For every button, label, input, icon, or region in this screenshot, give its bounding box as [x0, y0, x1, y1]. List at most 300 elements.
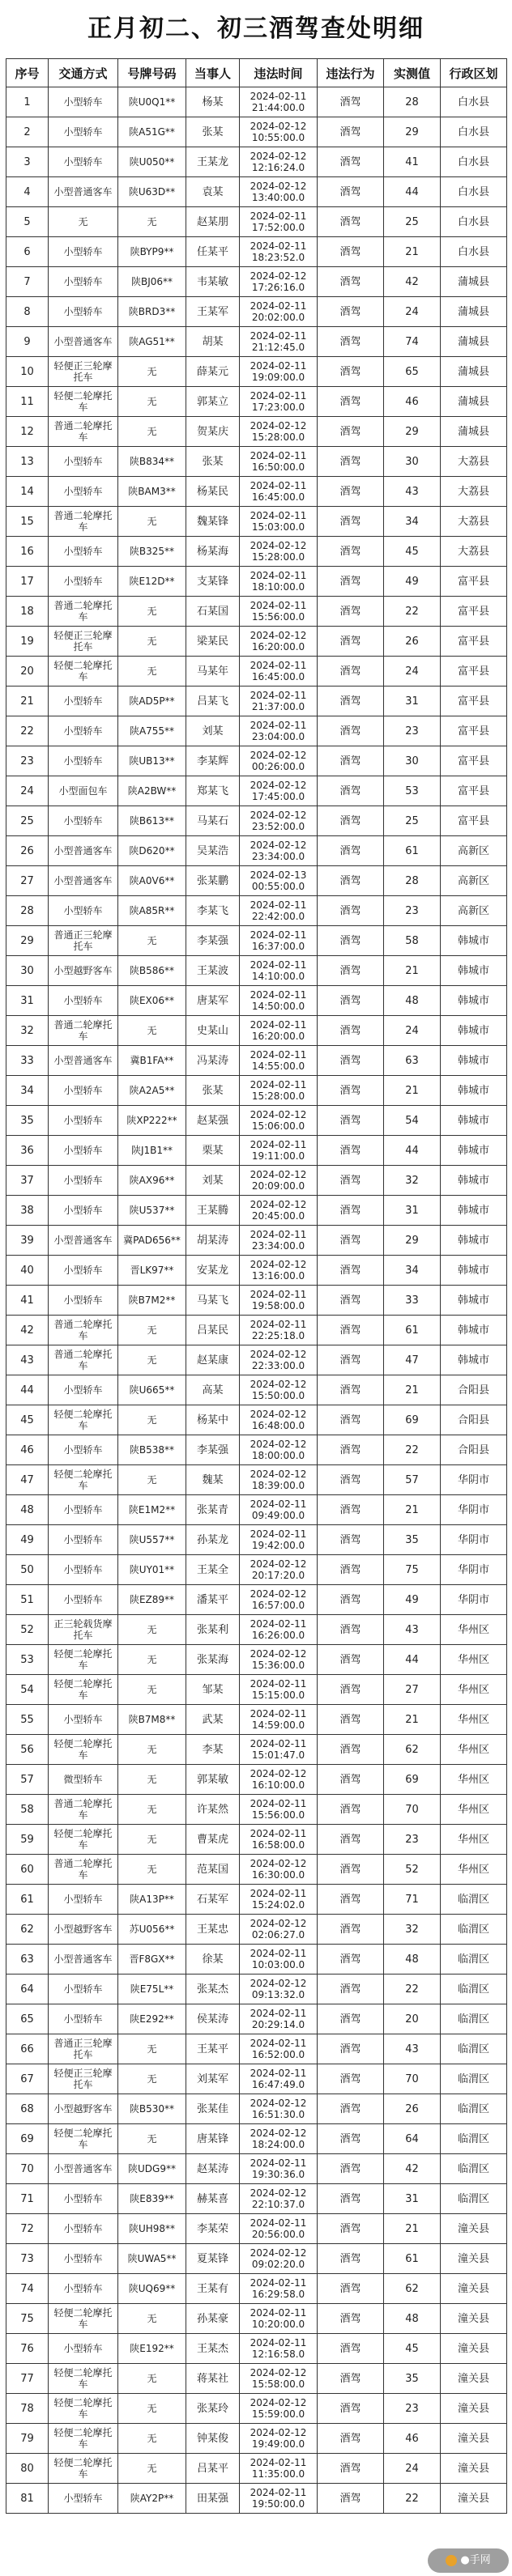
- table-row: [6, 357, 507, 387]
- cell-district: 华州区: [441, 1855, 507, 1885]
- table-row: [6, 1166, 507, 1196]
- cell-party: 张某鹏: [186, 866, 240, 896]
- cell-time: 2024-02-12 15:28:00.0: [240, 417, 318, 447]
- cell-vehicle-type: 普通二轮摩托车: [49, 1016, 118, 1046]
- cell-plate: 陕E75L**: [118, 1975, 186, 2004]
- table-row: [6, 327, 507, 357]
- cell-index: 5: [6, 207, 49, 237]
- cell-plate: 陕A85R**: [118, 896, 186, 926]
- cell-measured: 48: [384, 2304, 441, 2334]
- cell-district: 潼关县: [441, 2244, 507, 2274]
- cell-plate: 无: [118, 2124, 186, 2154]
- cell-plate: 陕A51G**: [118, 117, 186, 147]
- cell-time: 2024-02-12 20:17:20.0: [240, 1555, 318, 1585]
- table-row: [6, 1345, 507, 1375]
- cell-party: 徐某: [186, 1945, 240, 1975]
- cell-party: 李某强: [186, 926, 240, 956]
- cell-party: 郭某敏: [186, 1765, 240, 1795]
- cell-vehicle-type: 小型普通客车: [49, 1046, 118, 1076]
- cell-index: 58: [6, 1795, 49, 1825]
- cell-district: 韩城市: [441, 1076, 507, 1106]
- cell-plate: 陕B530**: [118, 2094, 186, 2124]
- cell-vehicle-type: 小型轿车: [49, 477, 118, 507]
- cell-district: 华阴市: [441, 1585, 507, 1615]
- cell-measured: 26: [384, 627, 441, 657]
- table-row: [6, 2184, 507, 2214]
- cell-party: 赵某涛: [186, 2154, 240, 2184]
- cell-violation: 酒驾: [318, 956, 384, 986]
- cell-time: 2024-02-11 16:45:00.0: [240, 657, 318, 687]
- cell-district: 潼关县: [441, 2394, 507, 2424]
- cell-violation: 酒驾: [318, 806, 384, 836]
- cell-district: 华阴市: [441, 1525, 507, 1555]
- cell-district: 蒲城县: [441, 297, 507, 327]
- cell-violation: 酒驾: [318, 1316, 384, 1345]
- cell-party: 夏某锋: [186, 2244, 240, 2274]
- cell-party: 王某军: [186, 297, 240, 327]
- cell-plate: 无: [118, 507, 186, 537]
- cell-party: 赵某康: [186, 1345, 240, 1375]
- header-plate: 号牌号码: [118, 59, 186, 87]
- cell-violation: 酒驾: [318, 866, 384, 896]
- cell-plate: 陕B325**: [118, 537, 186, 567]
- cell-party: 王某杰: [186, 2334, 240, 2364]
- cell-violation: 酒驾: [318, 567, 384, 597]
- cell-party: 吕某平: [186, 2454, 240, 2484]
- cell-time: 2024-02-11 15:24:02.0: [240, 1885, 318, 1915]
- cell-time: 2024-02-12 16:30:00.0: [240, 1855, 318, 1885]
- cell-index: 19: [6, 627, 49, 657]
- cell-violation: 酒驾: [318, 836, 384, 866]
- cell-plate: 无: [118, 1465, 186, 1495]
- cell-plate: 陕E839**: [118, 2184, 186, 2214]
- cell-time: 2024-02-11 12:16:58.0: [240, 2334, 318, 2364]
- cell-index: 26: [6, 836, 49, 866]
- cell-plate: 陕A2BW**: [118, 776, 186, 806]
- cell-plate: 陕B834**: [118, 447, 186, 477]
- table-row: [6, 2334, 507, 2364]
- cell-district: 白水县: [441, 117, 507, 147]
- cell-measured: 69: [384, 1405, 441, 1435]
- cell-district: 临渭区: [441, 2034, 507, 2064]
- cell-vehicle-type: 轻便二轮摩托车: [49, 1465, 118, 1495]
- cell-vehicle-type: 小型轿车: [49, 1256, 118, 1286]
- cell-violation: 酒驾: [318, 2184, 384, 2214]
- cell-measured: 43: [384, 2034, 441, 2064]
- cell-violation: 酒驾: [318, 327, 384, 357]
- cell-vehicle-type: 小型轿车: [49, 87, 118, 117]
- cell-district: 韩城市: [441, 1196, 507, 1226]
- cell-district: 白水县: [441, 207, 507, 237]
- cell-index: 24: [6, 776, 49, 806]
- cell-index: 80: [6, 2454, 49, 2484]
- cell-violation: 酒驾: [318, 267, 384, 297]
- cell-vehicle-type: 小型轿车: [49, 447, 118, 477]
- cell-time: 2024-02-12 16:51:30.0: [240, 2094, 318, 2124]
- table-row: [6, 1016, 507, 1046]
- cell-party: 胡某: [186, 327, 240, 357]
- cell-time: 2024-02-11 15:03:00.0: [240, 507, 318, 537]
- cell-district: 蒲城县: [441, 387, 507, 417]
- cell-time: 2024-02-11 21:37:00.0: [240, 687, 318, 716]
- cell-vehicle-type: 小型轿车: [49, 746, 118, 776]
- cell-plate: 无: [118, 1316, 186, 1345]
- cell-violation: 酒驾: [318, 1555, 384, 1585]
- cell-time: 2024-02-12 18:39:00.0: [240, 1465, 318, 1495]
- table-row: [6, 1765, 507, 1795]
- cell-violation: 酒驾: [318, 1735, 384, 1765]
- cell-measured: 21: [384, 2214, 441, 2244]
- table-row: [6, 1675, 507, 1705]
- cell-party: 高某: [186, 1375, 240, 1405]
- table-row: [6, 2454, 507, 2484]
- cell-party: 张某: [186, 1076, 240, 1106]
- cell-measured: 70: [384, 2064, 441, 2094]
- cell-district: 韩城市: [441, 956, 507, 986]
- cell-violation: 酒驾: [318, 1885, 384, 1915]
- cell-party: 张某利: [186, 1615, 240, 1645]
- cell-plate: 无: [118, 926, 186, 956]
- cell-index: 48: [6, 1495, 49, 1525]
- cell-vehicle-type: 轻便二轮摩托车: [49, 2454, 118, 2484]
- table-row: [6, 926, 507, 956]
- cell-violation: 酒驾: [318, 687, 384, 716]
- cell-party: 杨某: [186, 87, 240, 117]
- cell-index: 55: [6, 1705, 49, 1735]
- cell-measured: 34: [384, 1256, 441, 1286]
- cell-vehicle-type: 小型轿车: [49, 2214, 118, 2244]
- cell-index: 30: [6, 956, 49, 986]
- cell-index: 22: [6, 716, 49, 746]
- cell-violation: 酒驾: [318, 1855, 384, 1885]
- cell-plate: 无: [118, 207, 186, 237]
- cell-district: 临渭区: [441, 2094, 507, 2124]
- cell-index: 35: [6, 1106, 49, 1136]
- cell-measured: 24: [384, 1016, 441, 1046]
- cell-measured: 28: [384, 866, 441, 896]
- cell-party: 曹某虎: [186, 1825, 240, 1855]
- cell-district: 临渭区: [441, 1975, 507, 2004]
- cell-district: 华阴市: [441, 1555, 507, 1585]
- logo-icon: [446, 2555, 457, 2566]
- cell-measured: 64: [384, 2124, 441, 2154]
- cell-time: 2024-02-11 16:45:00.0: [240, 477, 318, 507]
- cell-district: 富平县: [441, 657, 507, 687]
- cell-district: 大荔县: [441, 537, 507, 567]
- cell-vehicle-type: 小型面包车: [49, 776, 118, 806]
- cell-violation: 酒驾: [318, 1226, 384, 1256]
- cell-plate: 无: [118, 2394, 186, 2424]
- cell-measured: 27: [384, 1675, 441, 1705]
- cell-party: 邹某: [186, 1675, 240, 1705]
- table-row: [6, 1825, 507, 1855]
- cell-measured: 61: [384, 836, 441, 866]
- cell-time: 2024-02-13 00:55:00.0: [240, 866, 318, 896]
- header-measured: 实测值: [384, 59, 441, 87]
- cell-violation: 酒驾: [318, 1465, 384, 1495]
- cell-vehicle-type: 小型轿车: [49, 537, 118, 567]
- cell-party: 张某海: [186, 1645, 240, 1675]
- table-row: [6, 1525, 507, 1555]
- cell-measured: 21: [384, 1375, 441, 1405]
- cell-measured: 54: [384, 1106, 441, 1136]
- cell-measured: 26: [384, 2094, 441, 2124]
- cell-vehicle-type: 小型轿车: [49, 237, 118, 267]
- cell-plate: 陕U537**: [118, 1196, 186, 1226]
- cell-vehicle-type: 小型越野客车: [49, 956, 118, 986]
- cell-violation: 酒驾: [318, 2274, 384, 2304]
- cell-measured: 48: [384, 1945, 441, 1975]
- cell-party: 钟某俊: [186, 2424, 240, 2454]
- cell-violation: 酒驾: [318, 657, 384, 687]
- table-row: [6, 1226, 507, 1256]
- cell-district: 富平县: [441, 716, 507, 746]
- cell-plate: 陕B613**: [118, 806, 186, 836]
- cell-plate: 陕BJ06**: [118, 267, 186, 297]
- cell-index: 56: [6, 1735, 49, 1765]
- cell-district: 大荔县: [441, 447, 507, 477]
- cell-time: 2024-02-12 15:59:00.0: [240, 2394, 318, 2424]
- table-row: [6, 147, 507, 177]
- cell-vehicle-type: 小型轿车: [49, 2274, 118, 2304]
- cell-plate: 陕B586**: [118, 956, 186, 986]
- cell-district: 韩城市: [441, 1316, 507, 1345]
- cell-vehicle-type: 小型轿车: [49, 117, 118, 147]
- cell-time: 2024-02-11 17:23:00.0: [240, 387, 318, 417]
- cell-index: 50: [6, 1555, 49, 1585]
- table-row: [6, 896, 507, 926]
- cell-measured: 43: [384, 1615, 441, 1645]
- cell-district: 白水县: [441, 177, 507, 207]
- cell-violation: 酒驾: [318, 537, 384, 567]
- cell-party: 潘某平: [186, 1585, 240, 1615]
- cell-time: 2024-02-12 02:06:27.0: [240, 1915, 318, 1945]
- cell-time: 2024-02-12 18:00:00.0: [240, 1435, 318, 1465]
- cell-vehicle-type: 正三轮载货摩托车: [49, 1615, 118, 1645]
- cell-index: 63: [6, 1945, 49, 1975]
- cell-plate: 晋F8GX**: [118, 1945, 186, 1975]
- cell-violation: 酒驾: [318, 716, 384, 746]
- cell-plate: 无: [118, 1675, 186, 1705]
- cell-party: 吴某浩: [186, 836, 240, 866]
- cell-measured: 62: [384, 1735, 441, 1765]
- cell-violation: 酒驾: [318, 1136, 384, 1166]
- cell-plate: 无: [118, 1795, 186, 1825]
- cell-measured: 70: [384, 1795, 441, 1825]
- cell-measured: 52: [384, 1855, 441, 1885]
- cell-index: 33: [6, 1046, 49, 1076]
- cell-vehicle-type: 小型轿车: [49, 716, 118, 746]
- cell-vehicle-type: 轻便正三轮摩托车: [49, 2064, 118, 2094]
- cell-plate: 陕BRD3**: [118, 297, 186, 327]
- table-row: [6, 2364, 507, 2394]
- cell-index: 51: [6, 1585, 49, 1615]
- cell-party: 赵某强: [186, 1106, 240, 1136]
- cell-party: 王某波: [186, 956, 240, 986]
- cell-index: 78: [6, 2394, 49, 2424]
- cell-district: 韩城市: [441, 1345, 507, 1375]
- table-row: [6, 87, 507, 117]
- cell-measured: 46: [384, 2424, 441, 2454]
- cell-plate: 陕EX06**: [118, 986, 186, 1016]
- cell-index: 28: [6, 896, 49, 926]
- table-row: [6, 1855, 507, 1885]
- cell-index: 61: [6, 1885, 49, 1915]
- watermark-text: ●手网: [460, 2554, 491, 2566]
- cell-party: 孙某豪: [186, 2304, 240, 2334]
- cell-district: 富平县: [441, 627, 507, 657]
- cell-time: 2024-02-11 16:26:00.0: [240, 1615, 318, 1645]
- table-row: [6, 1795, 507, 1825]
- cell-party: 吕某飞: [186, 687, 240, 716]
- table-row: [6, 1645, 507, 1675]
- cell-index: 59: [6, 1825, 49, 1855]
- cell-district: 蒲城县: [441, 357, 507, 387]
- cell-party: 胡某涛: [186, 1226, 240, 1256]
- table-row: [6, 627, 507, 657]
- cell-time: 2024-02-11 16:47:49.0: [240, 2064, 318, 2094]
- table-row: [6, 2304, 507, 2334]
- cell-plate: 陕AY2P**: [118, 2484, 186, 2514]
- cell-violation: 酒驾: [318, 147, 384, 177]
- cell-index: 11: [6, 387, 49, 417]
- cell-district: 韩城市: [441, 986, 507, 1016]
- table-row: [6, 1196, 507, 1226]
- cell-plate: 冀PAD656**: [118, 1226, 186, 1256]
- cell-party: 郭某立: [186, 387, 240, 417]
- table-row: [6, 986, 507, 1016]
- cell-violation: 酒驾: [318, 627, 384, 657]
- cell-district: 临渭区: [441, 1945, 507, 1975]
- cell-district: 华州区: [441, 1675, 507, 1705]
- cell-time: 2024-02-12 13:40:00.0: [240, 177, 318, 207]
- cell-violation: 酒驾: [318, 896, 384, 926]
- cell-plate: 无: [118, 1765, 186, 1795]
- cell-time: 2024-02-11 09:49:00.0: [240, 1495, 318, 1525]
- cell-measured: 32: [384, 1166, 441, 1196]
- cell-district: 高新区: [441, 836, 507, 866]
- cell-measured: 65: [384, 357, 441, 387]
- cell-index: 37: [6, 1166, 49, 1196]
- cell-violation: 酒驾: [318, 1256, 384, 1286]
- table-row: [6, 1286, 507, 1316]
- cell-violation: 酒驾: [318, 2064, 384, 2094]
- cell-time: 2024-02-12 13:16:00.0: [240, 1256, 318, 1286]
- cell-index: 43: [6, 1345, 49, 1375]
- table-row: [6, 1915, 507, 1945]
- cell-vehicle-type: 小型轿车: [49, 2484, 118, 2514]
- cell-time: 2024-02-11 10:20:00.0: [240, 2304, 318, 2334]
- cell-plate: 无: [118, 597, 186, 627]
- cell-party: 王某忠: [186, 1915, 240, 1945]
- cell-party: 史某山: [186, 1016, 240, 1046]
- cell-plate: 陕B538**: [118, 1435, 186, 1465]
- cell-violation: 酒驾: [318, 1825, 384, 1855]
- cell-time: 2024-02-11 14:50:00.0: [240, 986, 318, 1016]
- cell-index: 3: [6, 147, 49, 177]
- table-row: [6, 177, 507, 207]
- cell-vehicle-type: 小型普通客车: [49, 1945, 118, 1975]
- cell-violation: 酒驾: [318, 926, 384, 956]
- table-row: [6, 1585, 507, 1615]
- cell-time: 2024-02-11 16:20:00.0: [240, 1016, 318, 1046]
- cell-measured: 42: [384, 267, 441, 297]
- cell-index: 12: [6, 417, 49, 447]
- cell-party: 张某青: [186, 1495, 240, 1525]
- cell-vehicle-type: 小型轿车: [49, 1885, 118, 1915]
- cell-plate: 陕D620**: [118, 836, 186, 866]
- cell-district: 韩城市: [441, 926, 507, 956]
- cell-violation: 酒驾: [318, 1915, 384, 1945]
- cell-violation: 酒驾: [318, 1585, 384, 1615]
- cell-time: 2024-02-11 18:10:00.0: [240, 567, 318, 597]
- cell-district: 华州区: [441, 1645, 507, 1675]
- cell-violation: 酒驾: [318, 1675, 384, 1705]
- table-row: [6, 1495, 507, 1525]
- cell-vehicle-type: 轻便二轮摩托车: [49, 2394, 118, 2424]
- cell-index: 16: [6, 537, 49, 567]
- cell-index: 65: [6, 2004, 49, 2034]
- table-row: [6, 687, 507, 716]
- cell-plate: 陕UWA5**: [118, 2244, 186, 2274]
- table-row: [6, 2034, 507, 2064]
- cell-violation: 酒驾: [318, 2004, 384, 2034]
- table-row: [6, 1945, 507, 1975]
- cell-time: 2024-02-11 22:42:00.0: [240, 896, 318, 926]
- table-row: [6, 657, 507, 687]
- table-row: [6, 1046, 507, 1076]
- table-row: [6, 537, 507, 567]
- cell-vehicle-type: 小型轿车: [49, 2334, 118, 2364]
- cell-plate: 陕E192**: [118, 2334, 186, 2364]
- cell-index: 47: [6, 1465, 49, 1495]
- cell-plate: 陕E1M2**: [118, 1495, 186, 1525]
- cell-plate: 冀B1FA**: [118, 1046, 186, 1076]
- cell-index: 1: [6, 87, 49, 117]
- cell-vehicle-type: 普通二轮摩托车: [49, 1855, 118, 1885]
- header-violation: 违法行为: [318, 59, 384, 87]
- cell-measured: 24: [384, 657, 441, 687]
- cell-plate: 陕U050**: [118, 147, 186, 177]
- cell-time: 2024-02-11 10:03:00.0: [240, 1945, 318, 1975]
- cell-time: 2024-02-11 14:55:00.0: [240, 1046, 318, 1076]
- cell-violation: 酒驾: [318, 237, 384, 267]
- cell-time: 2024-02-11 11:35:00.0: [240, 2454, 318, 2484]
- cell-violation: 酒驾: [318, 1016, 384, 1046]
- cell-index: 79: [6, 2424, 49, 2454]
- cell-index: 42: [6, 1316, 49, 1345]
- cell-party: 韦某敏: [186, 267, 240, 297]
- table-header-row: [6, 59, 507, 87]
- table-row: [6, 597, 507, 627]
- cell-district: 韩城市: [441, 1106, 507, 1136]
- table-row: [6, 716, 507, 746]
- cell-vehicle-type: 小型轿车: [49, 1076, 118, 1106]
- cell-vehicle-type: 轻便二轮摩托车: [49, 2364, 118, 2394]
- cell-district: 白水县: [441, 87, 507, 117]
- cell-measured: 31: [384, 2184, 441, 2214]
- cell-index: 72: [6, 2214, 49, 2244]
- cell-measured: 31: [384, 687, 441, 716]
- cell-plate: 陕BYP9**: [118, 237, 186, 267]
- cell-index: 2: [6, 117, 49, 147]
- cell-time: 2024-02-12 00:26:00.0: [240, 746, 318, 776]
- cell-party: 王某龙: [186, 147, 240, 177]
- cell-vehicle-type: 小型轿车: [49, 567, 118, 597]
- cell-time: 2024-02-12 22:10:37.0: [240, 2184, 318, 2214]
- cell-measured: 28: [384, 87, 441, 117]
- cell-district: 韩城市: [441, 1226, 507, 1256]
